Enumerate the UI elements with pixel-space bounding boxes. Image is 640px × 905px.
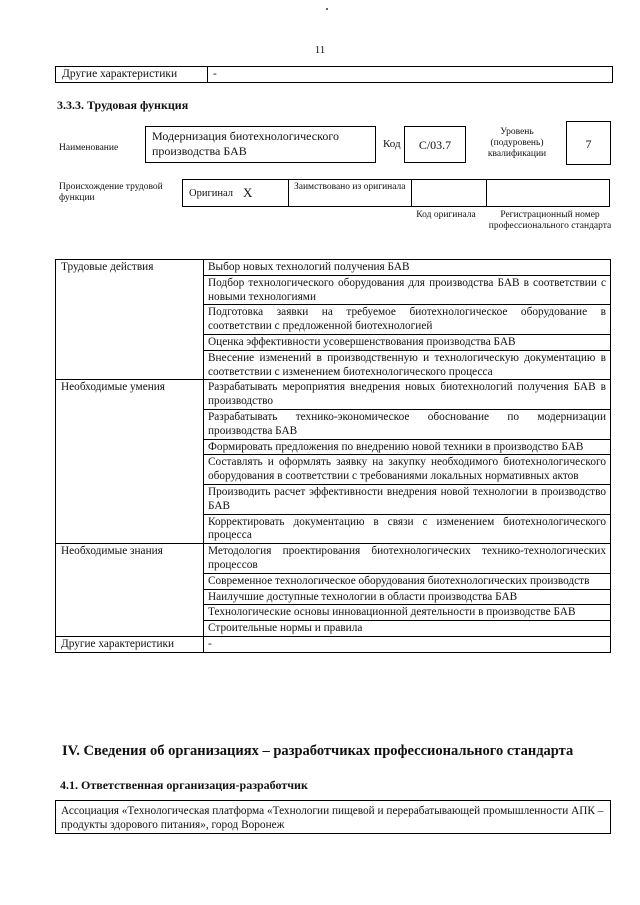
- other-value: -: [204, 636, 611, 652]
- table-row: [56, 636, 611, 652]
- knowledge-item: Современное технологическое оборудования биотехнологических производств: [204, 573, 611, 589]
- section-heading-41: 4.1. Ответственная организация-разработчик: [60, 778, 308, 792]
- code-value-box: [404, 126, 466, 163]
- skill-item: Производить расчет эффективности внедрения новой технологии в производство БАВ: [204, 484, 611, 514]
- skill-item: Разрабатывать мероприятия внедрения новых биотехнологий получения БАВ в производство: [204, 380, 611, 410]
- code-label: Код: [383, 138, 401, 150]
- action-item: Внесение изменений в производственную и технологическую документацию в соответствии с изменением биотехнологического процесса: [204, 350, 611, 380]
- action-item: Подбор технологического оборудования для производства БАВ в соответствии с новыми технологиями: [204, 275, 611, 305]
- level-value-box: [566, 121, 611, 165]
- labor-function-table: [55, 259, 611, 653]
- divider: [207, 67, 208, 82]
- borrowed-label: Заимствовано из оригинала: [294, 182, 406, 192]
- code-original-label: Код оригинала: [416, 210, 476, 220]
- scan-dot: [326, 8, 328, 10]
- reg-number-label: Регистрационный номер профессионального стандарта: [488, 210, 612, 231]
- name-value: Модернизация биотехнологического производства БАВ: [152, 129, 339, 158]
- origin-box: [182, 179, 610, 207]
- organization-name: Ассоциация «Технологическая платформа «Технологии пищевой и перерабатывающей промышленности АПК – продукты здорового питания», город Воронеж: [61, 805, 604, 831]
- origin-label: Происхождение трудовой функции: [59, 182, 163, 203]
- divider: [486, 180, 487, 206]
- code-value: С/03.7: [418, 138, 452, 152]
- organization-box: [55, 800, 611, 834]
- name-value-box: [145, 126, 376, 163]
- skills-label: Необходимые умения: [56, 380, 204, 544]
- skill-item: Разрабатывать технико-экономическое обоснование по модернизации производства БАВ: [204, 409, 611, 439]
- original-mark: Х: [243, 185, 253, 200]
- name-label: Наименование: [59, 143, 119, 153]
- knowledge-item: Наилучшие доступные технологии в области производства БАВ: [204, 589, 611, 605]
- table-row: [56, 544, 611, 574]
- knowledge-item: Строительные нормы и правила: [204, 621, 611, 637]
- level-value: 7: [585, 137, 592, 151]
- divider: [411, 180, 412, 206]
- action-item: Оценка эффективности усовершенствования производства БАВ: [204, 334, 611, 350]
- divider: [288, 180, 289, 206]
- knowledge-item: Технологические основы инновационной деятельности в производстве БАВ: [204, 605, 611, 621]
- other-label: Другие характеристики: [56, 636, 204, 652]
- table-row: [56, 260, 611, 276]
- top-other-label: Другие характеристики: [62, 68, 178, 80]
- knowledge-item: Методология проектирования биотехнологических технико-технологических процессов: [204, 544, 611, 574]
- action-item: Выбор новых технологий получения БАВ: [204, 260, 611, 276]
- level-label: Уровень (подуровень) квалификации: [487, 127, 547, 159]
- section-heading-iv: IV. Сведения об организациях – разработчиках профессионального стандарта: [62, 743, 574, 759]
- skill-item: Формировать предложения по внедрению новой техники в производство БАВ: [204, 439, 611, 455]
- skill-item: Составлять и оформлять заявку на закупку необходимого биотехнологического оборудования в соответствии с требованиями локальных нормативных актов: [204, 455, 611, 485]
- action-item: Подготовка заявки на требуемое биотехнологическое оборудование в соответствии с предложенной биотехнологией: [204, 305, 611, 335]
- section-heading-333: 3.3.3. Трудовая функция: [57, 98, 189, 112]
- knowledge-label: Необходимые знания: [56, 544, 204, 637]
- top-other-characteristics-row: [55, 66, 613, 83]
- skill-item: Корректировать документацию в связи с изменением биотехнологического процесса: [204, 514, 611, 544]
- actions-label: Трудовые действия: [56, 260, 204, 380]
- page-number: 11: [314, 44, 326, 56]
- top-other-value: -: [213, 68, 217, 80]
- original-label: Оригинал: [189, 188, 233, 199]
- table-row: [56, 380, 611, 410]
